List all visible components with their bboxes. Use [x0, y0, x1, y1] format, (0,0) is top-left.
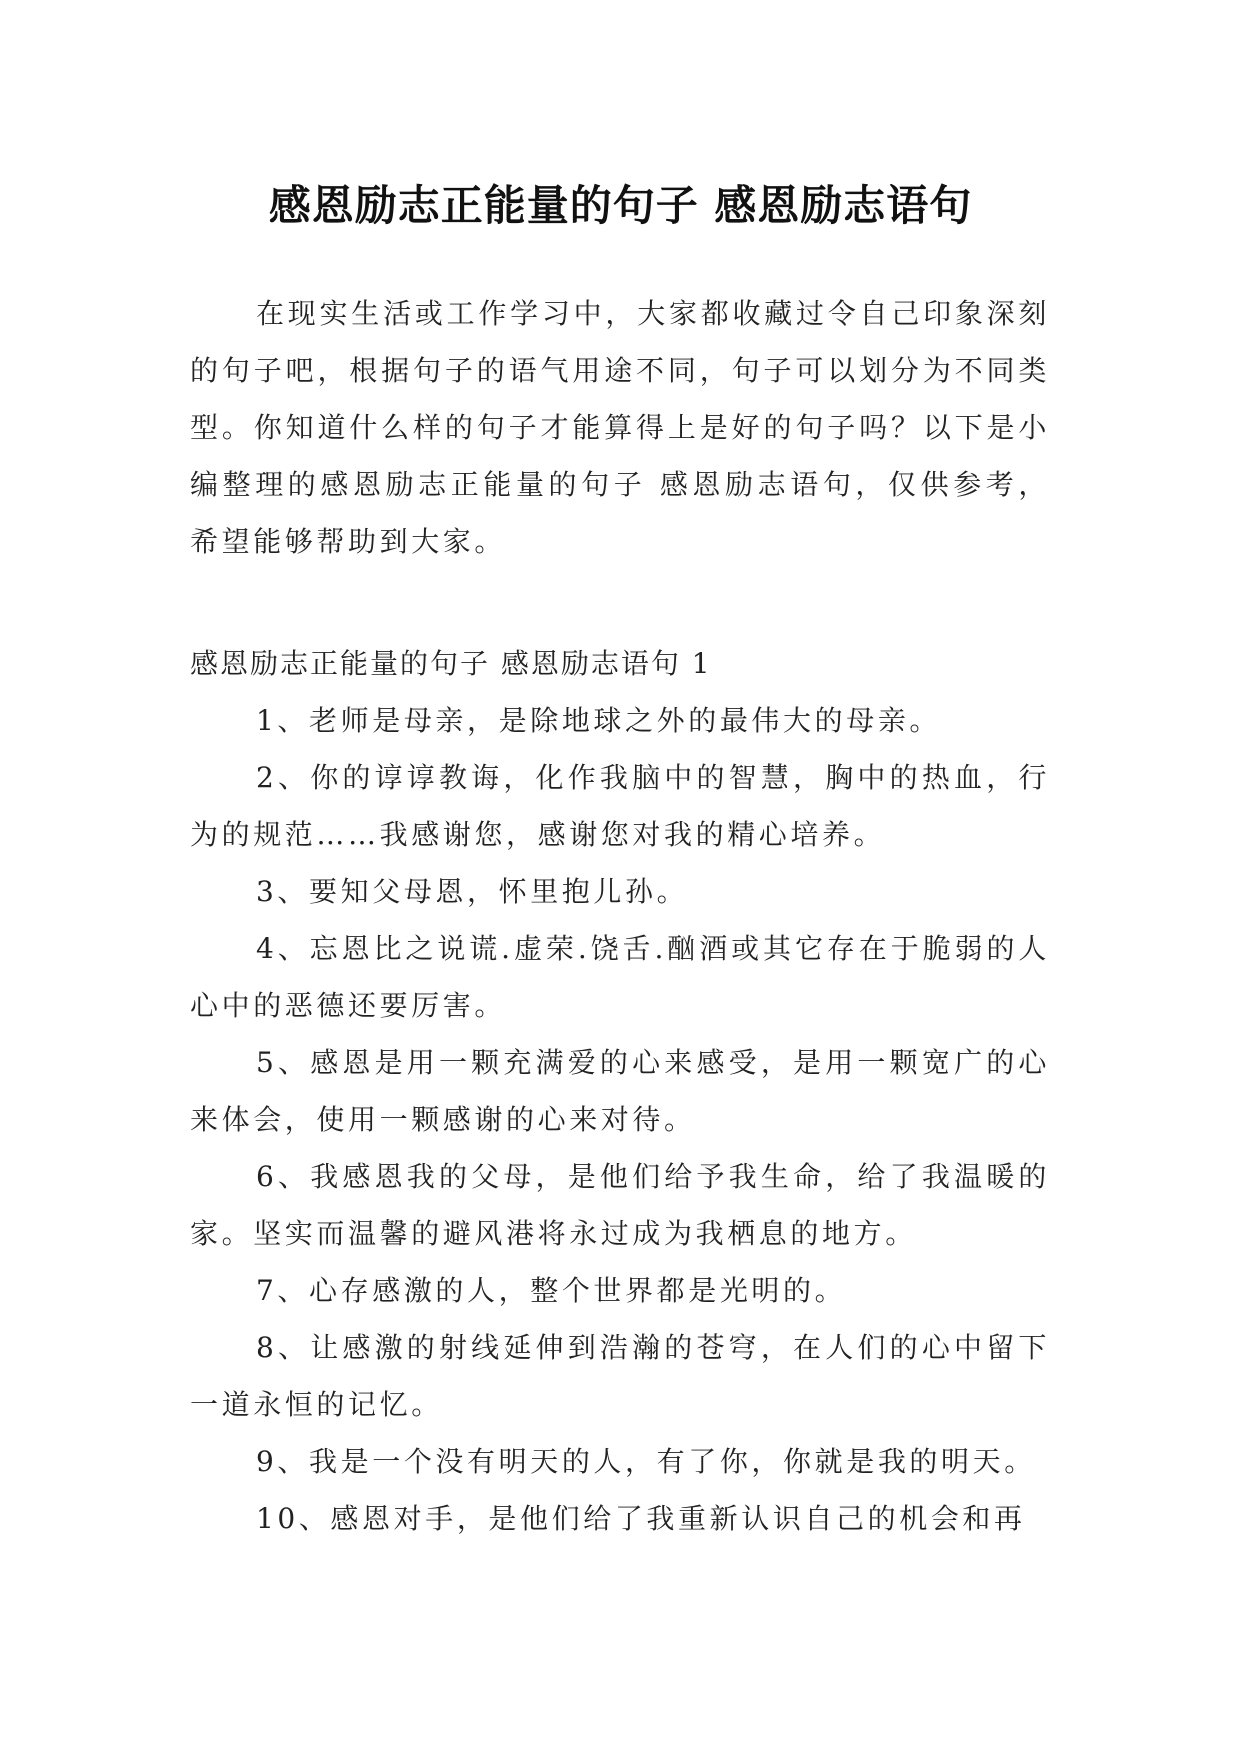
list-item: 10、感恩对手，是他们给了我重新认识自己的机会和再	[256, 1502, 1026, 1535]
list-item: 5、感恩是用一颗充满爱的心来感受，是用一颗宽广的心来体会，使用一颗感谢的心来对待。	[190, 1046, 1050, 1136]
list-item: 7、心存感激的人，整个世界都是光明的。	[256, 1274, 847, 1307]
list-item: 6、我感恩我的父母，是他们给予我生命，给了我温暖的家。坚实而温馨的避风港将永过成为我栖息的地方。	[190, 1160, 1050, 1250]
list-item: 9、我是一个没有明天的人，有了你，你就是我的明天。	[256, 1445, 1036, 1478]
list-item: 1、老师是母亲，是除地球之外的最伟大的母亲。	[256, 704, 942, 737]
list-item: 2、你的谆谆教诲，化作我脑中的智慧，胸中的热血，行为的规范……我感谢您，感谢您对我的精心培养。	[190, 761, 1050, 851]
list-item: 4、忘恩比之说谎.虚荣.饶舌.酗酒或其它存在于脆弱的人心中的恶德还要厉害。	[190, 932, 1050, 1022]
document-title: 感恩励志正能量的句子 感恩励志语句	[268, 181, 973, 231]
section-heading: 感恩励志正能量的句子 感恩励志语句 1	[190, 647, 712, 680]
list-item: 3、要知父母恩，怀里抱儿孙。	[256, 875, 689, 908]
list-item: 8、让感激的射线延伸到浩瀚的苍穹，在人们的心中留下一道永恒的记忆。	[190, 1331, 1050, 1421]
intro-paragraph: 在现实生活或工作学习中，大家都收藏过令自己印象深刻的句子吧，根据句子的语气用途不同，句子可以划分为不同类型。你知道什么样的句子才能算得上是好的句子吗？以下是小编整理的感恩励志正能量的句子 感恩励志语句，仅供参考，希望能够帮助到大家。	[190, 297, 1050, 558]
quote-list	[190, 692, 1050, 1547]
